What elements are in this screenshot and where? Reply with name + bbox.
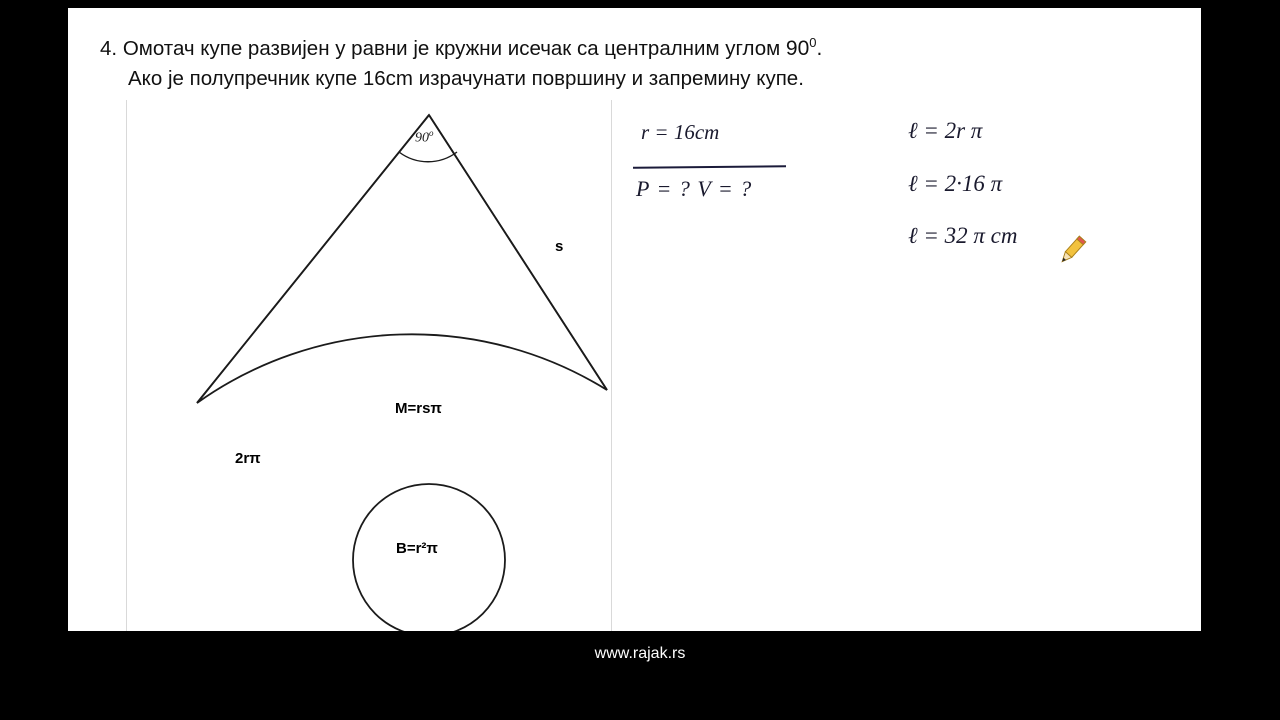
handwriting-asked: P = ? V = ? (636, 176, 753, 201)
handwriting-underline (633, 165, 786, 169)
figure-region (126, 100, 612, 631)
handwriting-step-3: ℓ = 32 π cm (908, 223, 1018, 248)
problem-statement (100, 28, 1160, 94)
label-central-angle: 90$^o$ (415, 128, 434, 146)
cone-net-drawing (127, 100, 611, 631)
footer-watermark: www.rajak.rs (594, 645, 686, 662)
problem-line-2: Ако је полупречник купе 16cm израчунати површину и запремину купе. (128, 67, 804, 90)
label-base-area: B=r²π (396, 540, 438, 557)
problem-angle-value: $90^0$. (785, 35, 823, 60)
problem-line-1 (100, 28, 1160, 64)
central-angle-arc (399, 152, 457, 162)
handwriting-step-1: ℓ = 2r π (908, 118, 983, 143)
problem-number: 4. (100, 37, 118, 60)
label-lateral-area: M=rsπ (395, 400, 442, 417)
sector-radius-left (197, 115, 429, 403)
label-arc-length: 2rπ (235, 450, 261, 467)
sector-outline (197, 115, 607, 403)
sector-radius-right (429, 115, 607, 390)
pencil-cursor-icon (1053, 230, 1091, 270)
label-slant-height: s (555, 238, 564, 255)
handwriting-given-radius: r = 16cm (641, 120, 720, 144)
problem-text-main: Омотач купе развијен у равни је кружни исечак са централним углом (122, 37, 781, 60)
worksheet-sheet (68, 8, 1201, 631)
base-circle (353, 484, 505, 631)
handwriting-step-2: ℓ = 2·16 π (908, 171, 1003, 196)
